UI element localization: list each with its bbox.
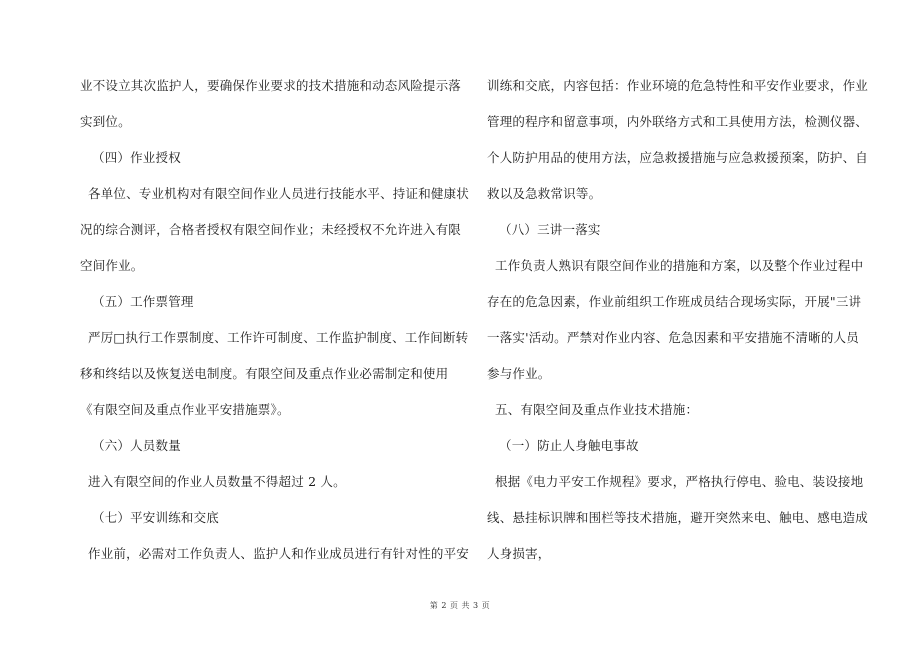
paragraph-line: 一落实'活动。严禁对作业内容、危急因素和平安措施不清晰的人员	[487, 330, 859, 345]
section-heading: （六）人员数量	[92, 438, 181, 453]
paragraph-line: 况的综合测评，合格者授权有限空间作业；未经授权不允许进入有限	[80, 222, 462, 237]
section-heading: （七）平安训练和交底	[92, 510, 220, 525]
paragraph-line: 训练和交底，内容包括：作业环境的危急特性和平安作业要求，作业	[487, 78, 869, 93]
paragraph-line: 人身损害，	[487, 546, 551, 561]
paragraph-line: 《有限空间及重点作业平安措施票》。	[80, 402, 290, 417]
paragraph-line: 业不设立其次监护人，要确保作业要求的技术措施和动态风险提示落	[80, 78, 462, 93]
section-heading: 五、有限空间及重点作业技术措施：	[495, 402, 699, 417]
paragraph-line: 作业前，必需对工作负责人、监护人和作业成员进行有针对性的平安	[88, 546, 470, 561]
paragraph-line: 实到位。	[80, 114, 131, 129]
page-number-footer: 第 2 页 共 3 页	[429, 601, 491, 610]
paragraph-line: 根据《电力平安工作规程》要求，严格执行停电、验电、装设接地	[495, 474, 864, 489]
paragraph-line: 线、悬挂标识牌和围栏等技术措施，避开突然来电、触电、感电造成	[487, 510, 869, 525]
paragraph-line: 救以及急救常识等。	[487, 186, 602, 201]
paragraph-line: 管理的程序和留意事项，内外联络方式和工具使用方法，检测仪器、	[487, 114, 869, 129]
section-heading: （四）作业授权	[92, 150, 181, 165]
paragraph-line: 严厉□执行工作票制度、工作许可制度、工作监护制度、工作间断转	[88, 330, 469, 345]
section-heading: （八）三讲一落实	[499, 222, 601, 237]
paragraph-line: 各单位、专业机构对有限空间作业人员进行技能水平、持证和健康状	[88, 186, 470, 201]
paragraph-line: 工作负责人熟识有限空间作业的措施和方案，以及整个作业过程中	[495, 258, 864, 273]
paragraph-line: 存在的危急因素，作业前组织工作班成员结合现场实际，开展"三讲	[487, 294, 862, 309]
section-heading: （五）工作票管理	[92, 294, 194, 309]
section-heading: （一）防止人身触电事故	[499, 438, 639, 453]
paragraph-line: 移和终结以及恢复送电制度。有限空间及重点作业必需制定和使用	[80, 366, 449, 381]
paragraph-line: 空间作业。	[80, 258, 144, 273]
paragraph-line: 个人防护用品的使用方法，应急救援措施与应急救援预案，防护、自	[487, 150, 869, 165]
paragraph-line: 进入有限空间的作业人员数量不得超过 2 人。	[88, 474, 346, 489]
paragraph-line: 参与作业。	[487, 366, 551, 381]
